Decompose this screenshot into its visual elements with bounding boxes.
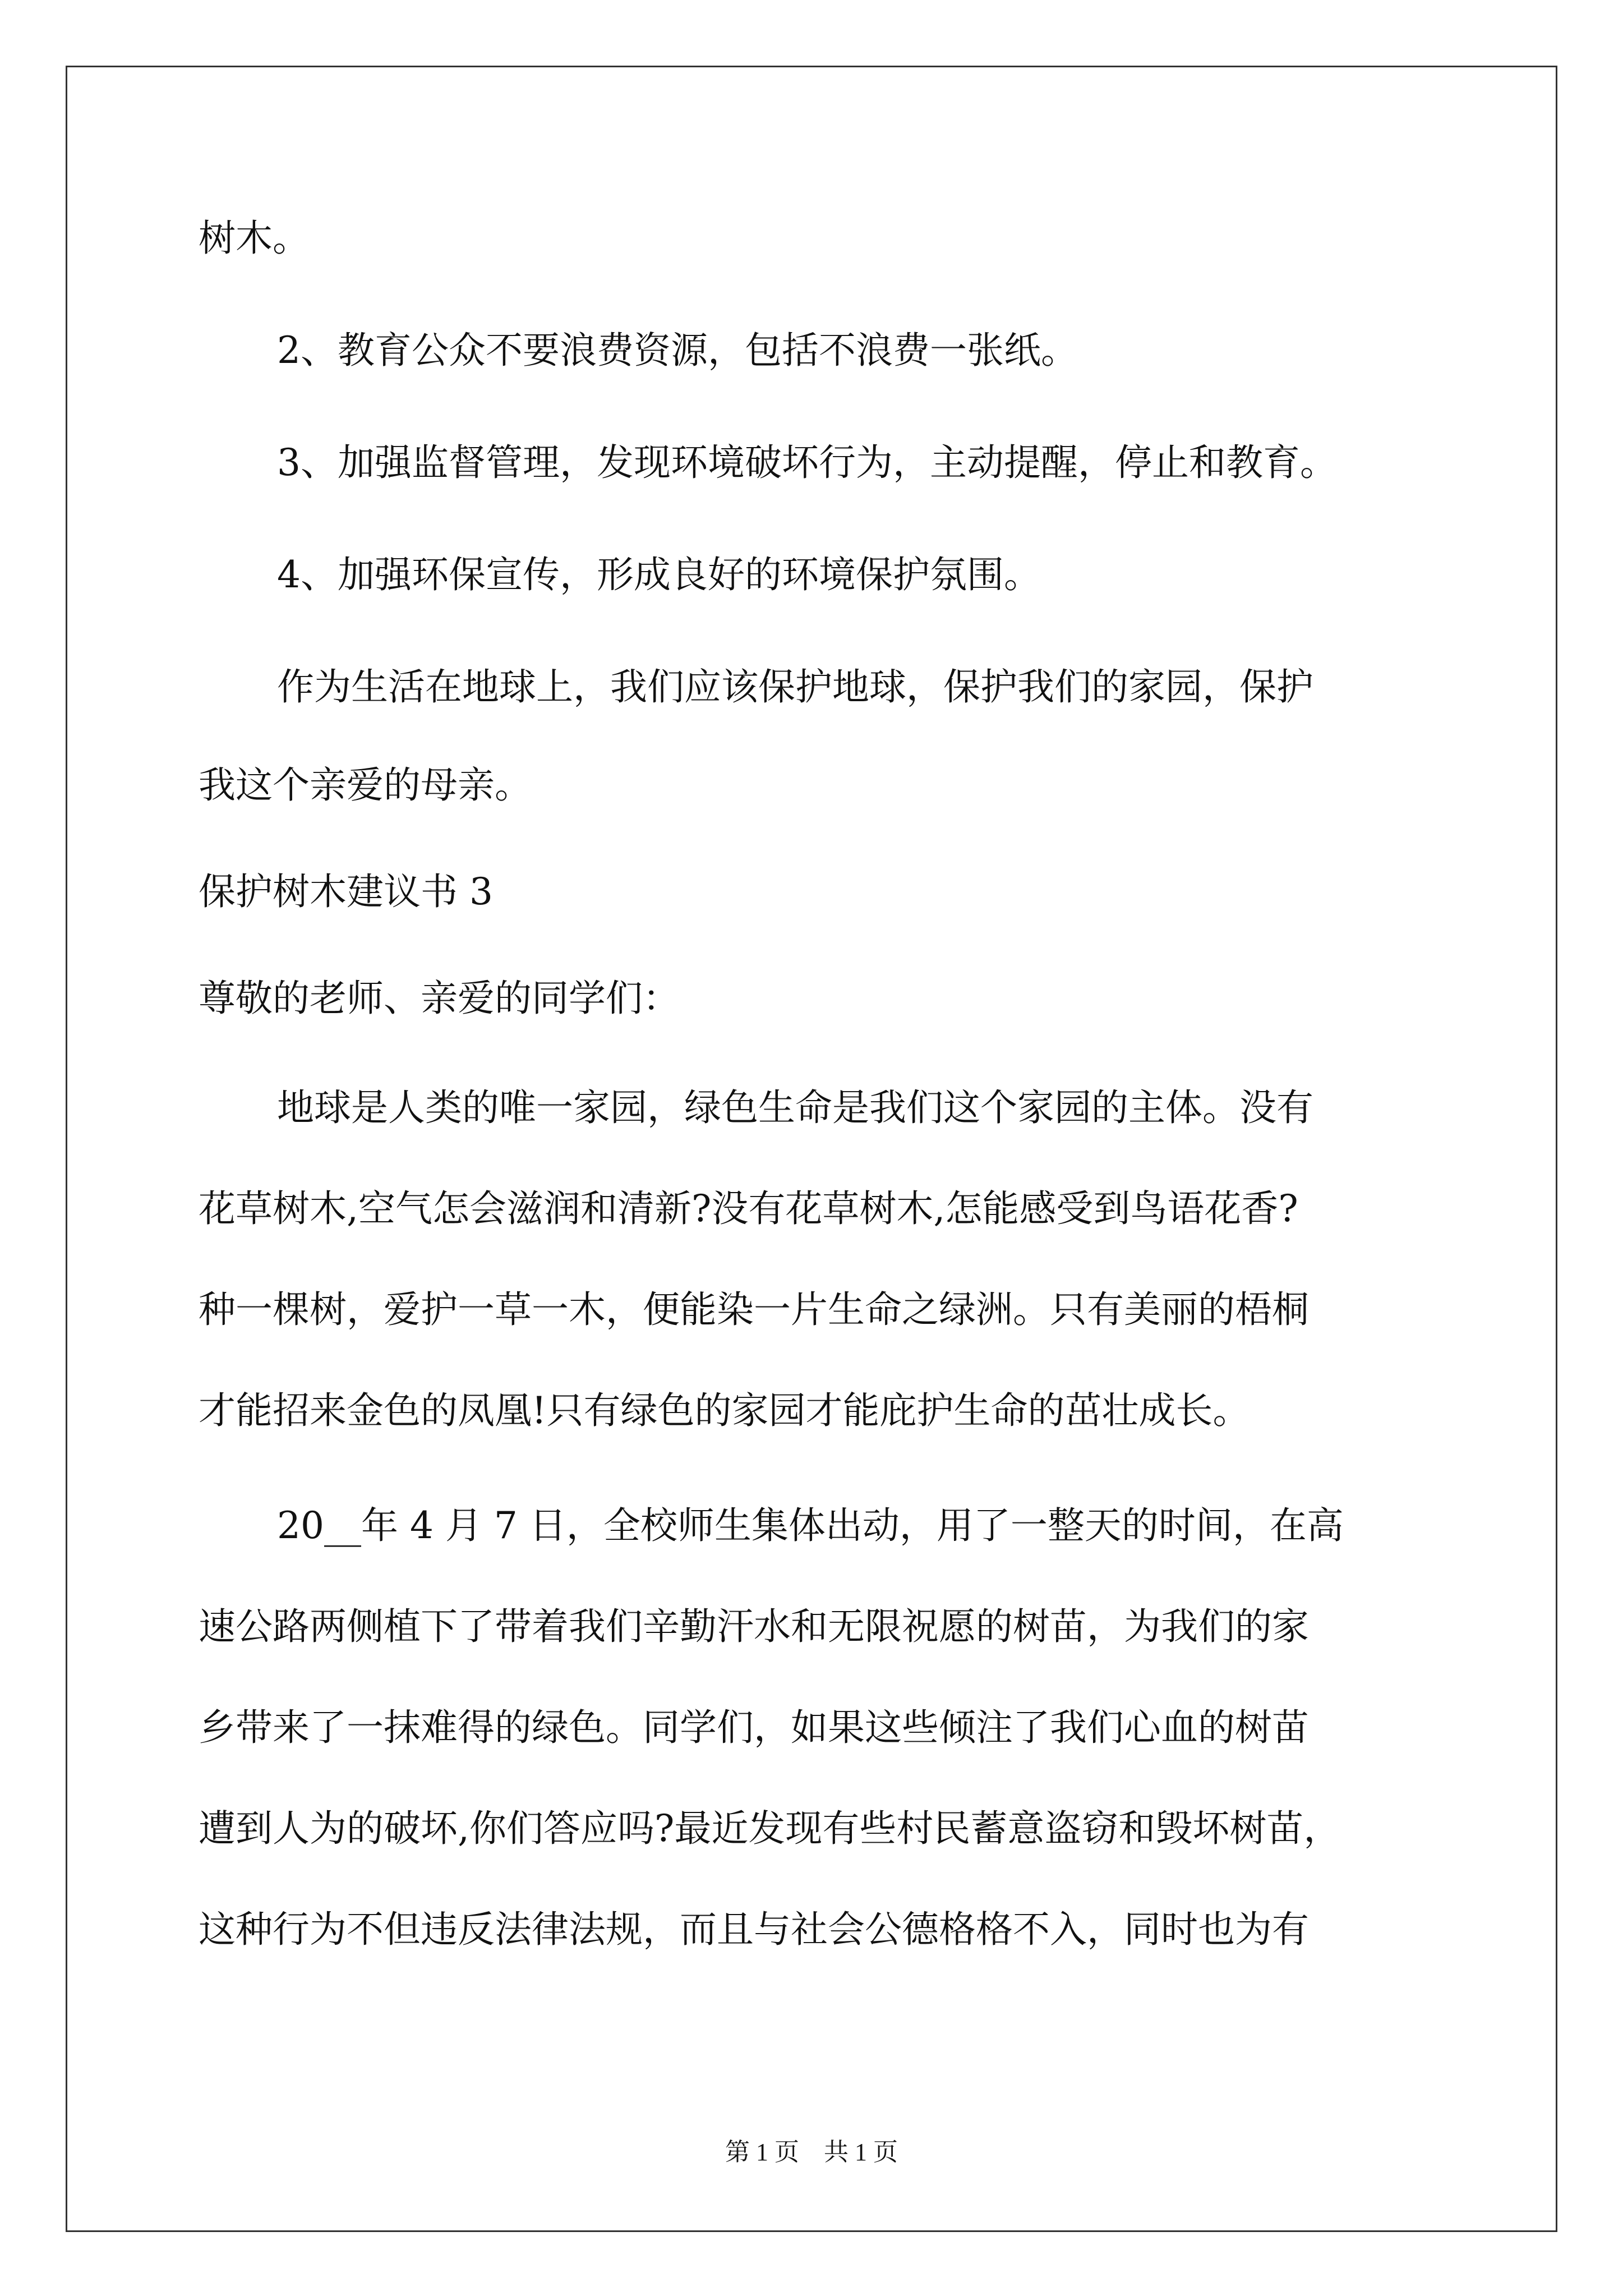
list-item-2: 2、教育公众不要浪费资源，包括不浪费一张纸。	[277, 329, 1078, 372]
section-heading: 保护树木建议书 3	[199, 870, 493, 913]
body-text-line: 作为生活在地球上，我们应该保护地球，保护我们的家园，保护	[277, 665, 1313, 708]
body-text-line: 树木。	[199, 217, 310, 260]
body-text-line: 我这个亲爱的母亲。	[199, 763, 532, 807]
body-text-line: 20__年 4 月 7 日，全校师生集体出动，用了一整天的时间，在高	[277, 1504, 1344, 1547]
body-text-line: 地球是人类的唯一家园，绿色生命是我们这个家园的主体。没有	[277, 1086, 1313, 1129]
body-text-line: 花草树木,空气怎会滋润和清新?没有花草树木,怎能感受到鸟语花香?	[199, 1187, 1298, 1230]
body-text-line: 速公路两侧植下了带着我们辛勤汗水和无限祝愿的树苗，为我们的家	[199, 1605, 1309, 1648]
body-text-line: 这种行为不但违反法律法规，而且与社会公德格格不入，同时也为有	[199, 1908, 1309, 1951]
body-text-line: 遭到人为的破坏,你们答应吗?最近发现有些村民蓄意盗窃和毁坏树苗，	[199, 1807, 1341, 1850]
page-footer: 第 1 页 共 1 页	[725, 2138, 898, 2166]
list-item-4: 4、加强环保宣传，形成良好的环境保护氛围。	[277, 553, 1041, 596]
salutation: 尊敬的老师、亲爱的同学们：	[199, 977, 680, 1020]
list-item-3: 3、加强监督管理，发现环境破坏行为，主动提醒，停止和教育。	[277, 441, 1337, 484]
body-text-line: 种一棵树，爱护一草一木，便能染一片生命之绿洲。只有美丽的梧桐	[199, 1288, 1309, 1331]
body-text-line: 才能招来金色的凤凰!只有绿色的家园才能庇护生命的茁壮成长。	[199, 1389, 1250, 1432]
body-text-line: 乡带来了一抹难得的绿色。同学们，如果这些倾注了我们心血的树苗	[199, 1706, 1309, 1749]
